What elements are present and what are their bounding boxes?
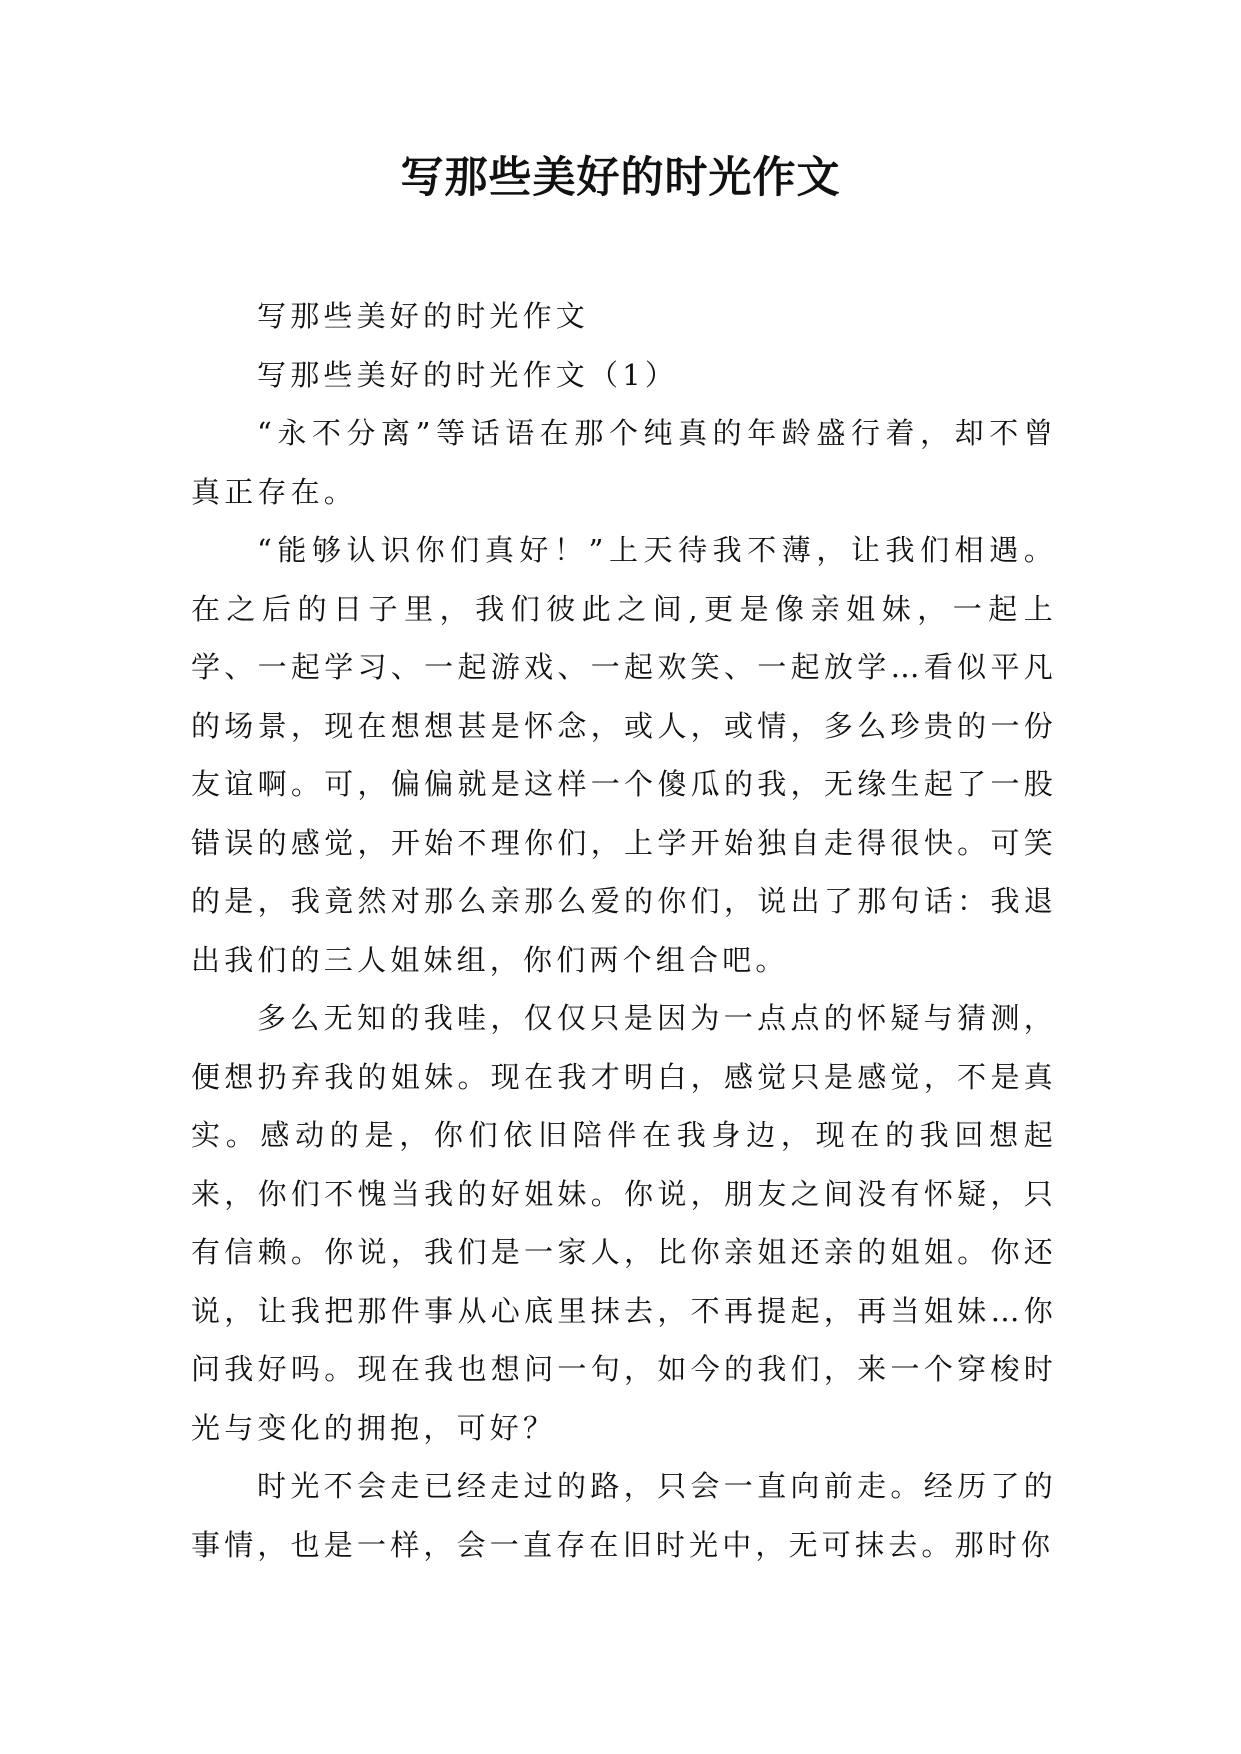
paragraph: “永不分离”等话语在那个纯真的年龄盛行着，却不曾真正存在。 — [191, 416, 1057, 509]
paragraph: “能够认识你们真好！”上天待我不薄，让我们相遇。在之后的日子里，我们彼此之间,更是像亲姐妹，一起上学、一起学习、一起游戏、一起欢笑、一起放学…看似平凡的场景，现在想想甚是怀念，或人，或情，多么珍贵的一份友谊啊。可，偏偏就是这样一个傻瓜的我，无缘生起了一股错误的感觉，开始不理你们，上学开始独自走得很快。可笑的是，我竟然对那么亲那么爱的你们，说出了那句话：我退出我们的三人姐妹组，你们两个组合吧。 — [191, 533, 1057, 977]
paragraph: 多么无知的我哇，仅仅只是因为一点点的怀疑与猜测，便想扔弃我的姐妹。现在我才明白，感觉只是感觉，不是真实。感动的是，你们依旧陪伴在我身边，现在的我回想起来，你们不愧当我的好姐妹。你说，朋友之间没有怀疑，只有信赖。你说，我们是一家人，比你亲姐还亲的姐姐。你还说，让我把那件事从心底里抹去，不再提起，再当姐妹…你问我好吗。现在我也想问一句，如今的我们，来一个穿梭时光与变化的拥抱，可好？ — [191, 1001, 1057, 1445]
document-title: 写那些美好的时光作文 — [400, 153, 841, 203]
paragraph-subtitle: 写那些美好的时光作文 — [257, 299, 590, 333]
paragraph: 时光不会走已经走过的路，只会一直向前走。经历了的事情，也是一样，会一直存在旧时光中，无可抹去。那时你 — [191, 1469, 1057, 1562]
paragraph-section-heading: 写那些美好的时光作文（1） — [257, 357, 679, 392]
document-body — [191, 287, 1057, 1574]
